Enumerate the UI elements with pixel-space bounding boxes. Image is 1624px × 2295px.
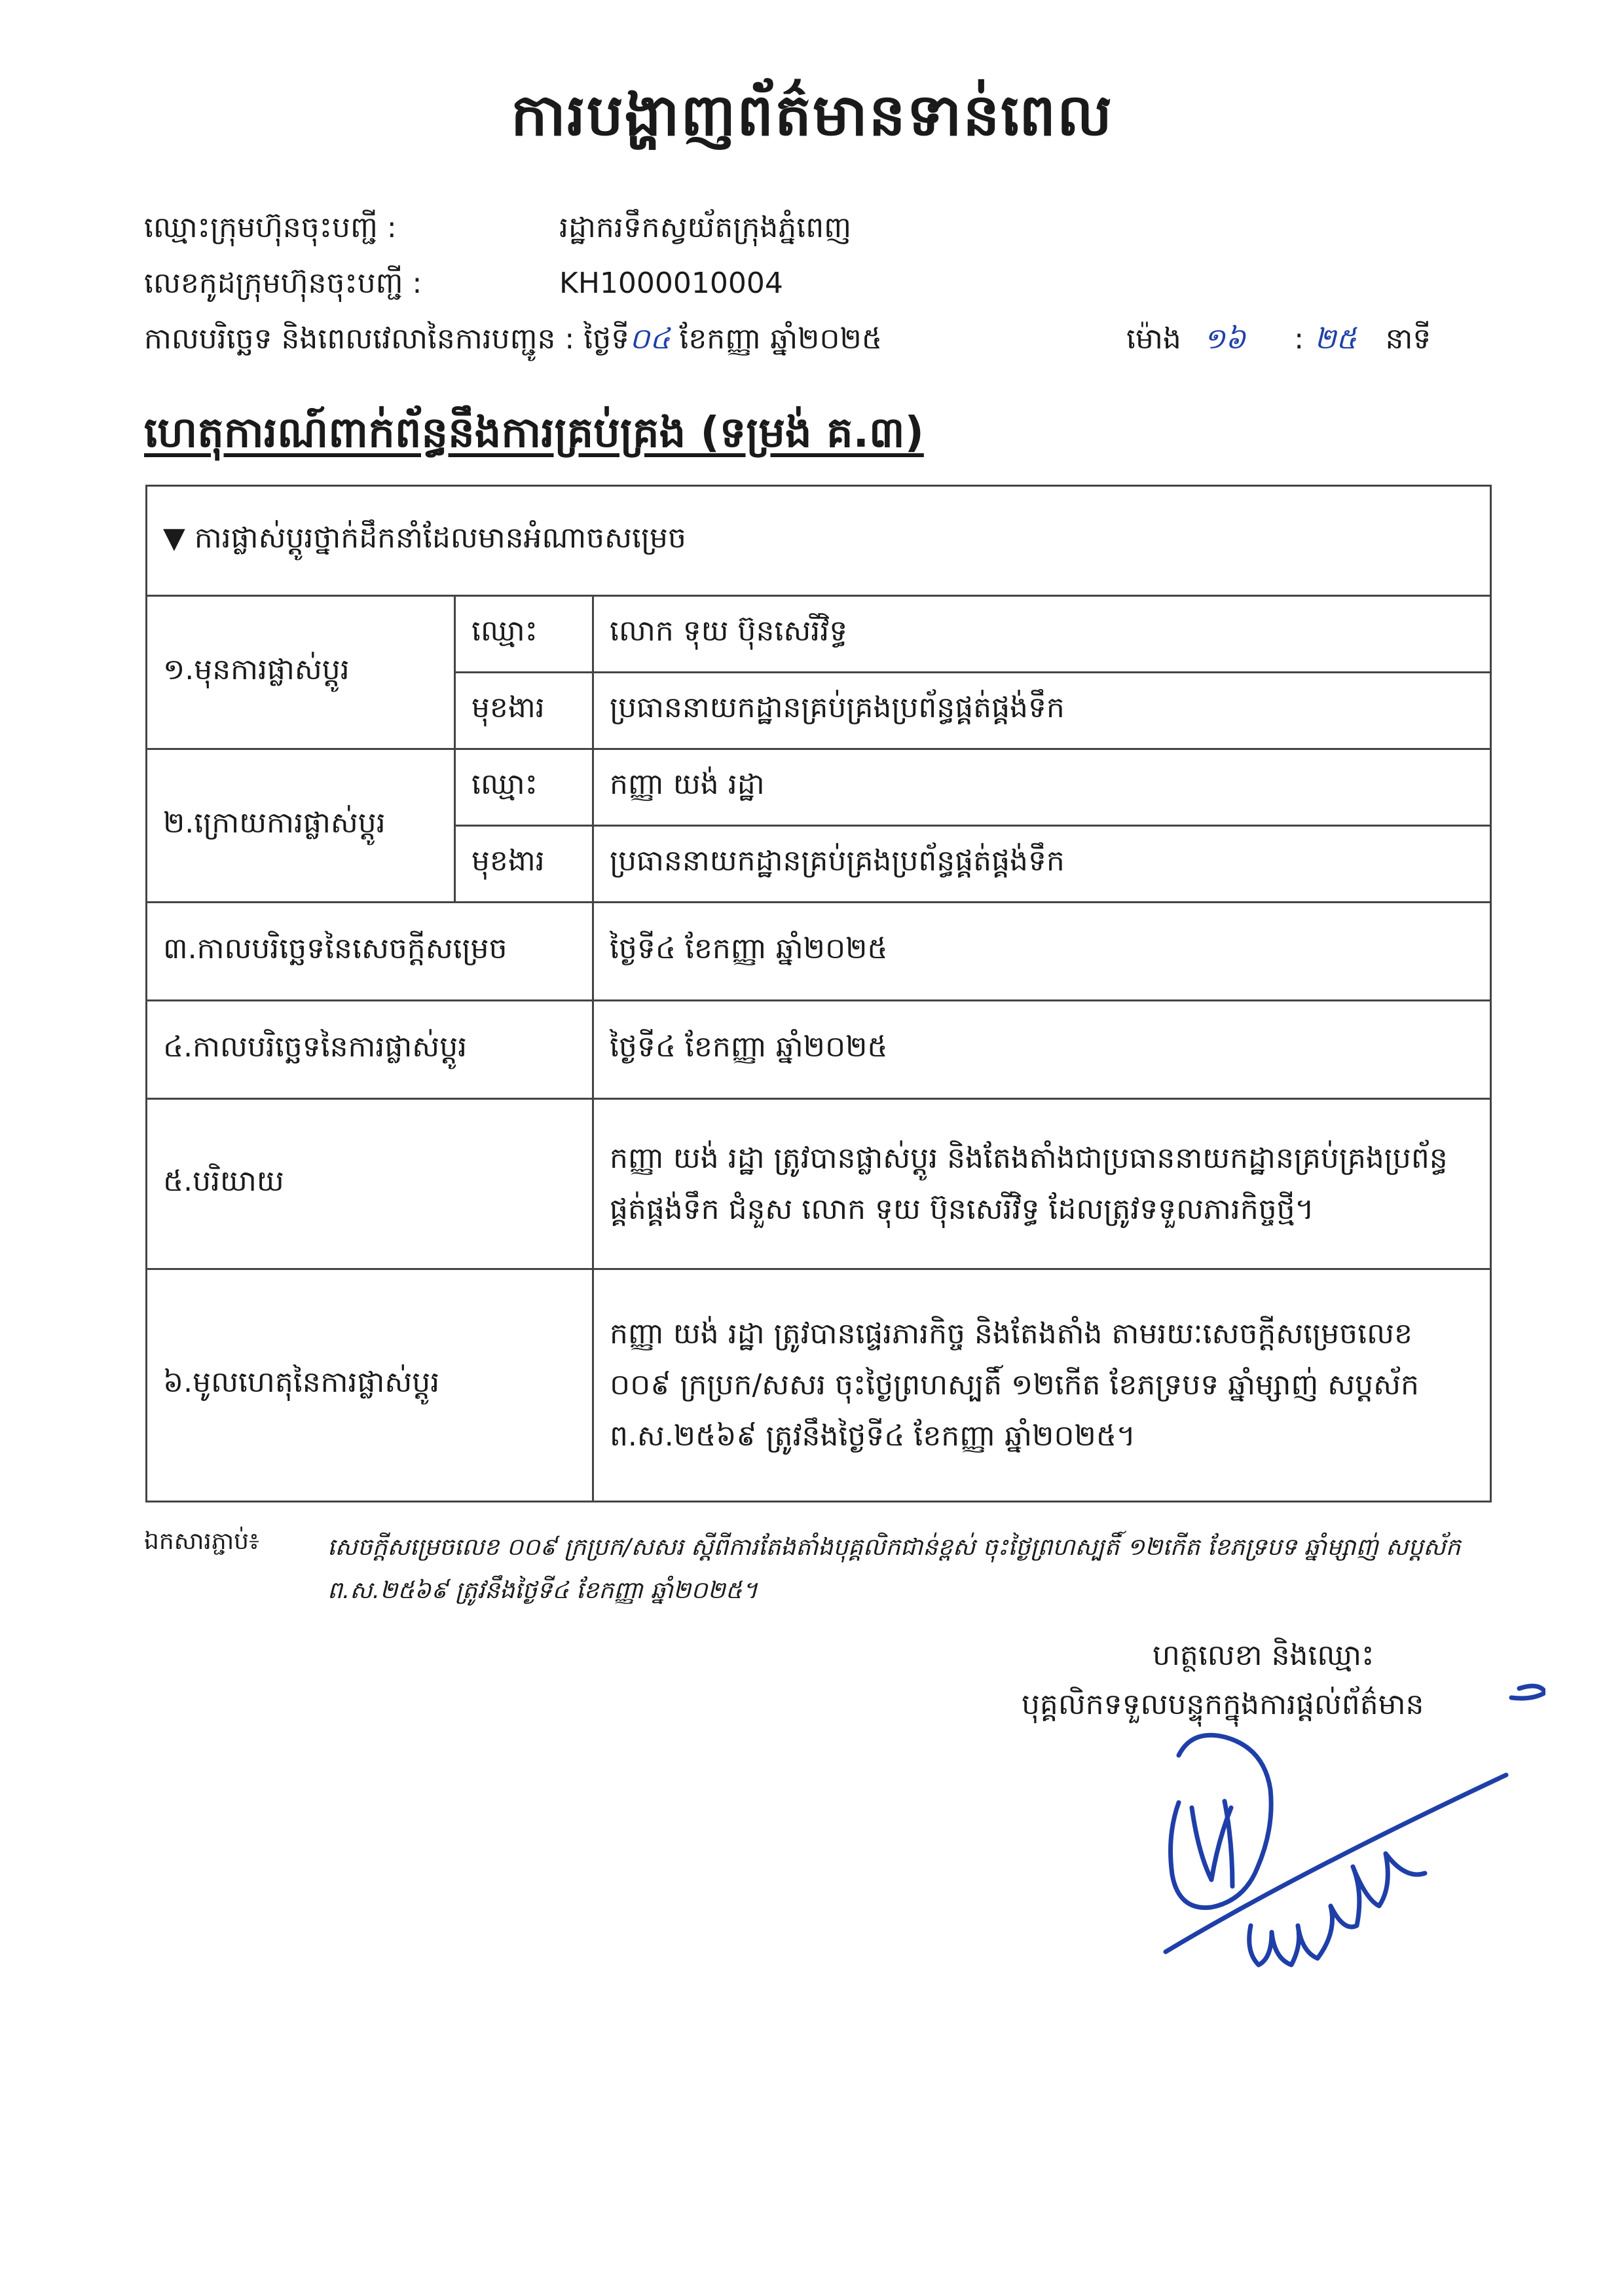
attachment-text: សេចក្តីសម្រេចលេខ ០០៩ ក្រប្រក/សសរ ស្តីពីការតែងតាំងបុគ្គលិកជាន់ខ្ពស់ ចុះថ្ងៃព្រហស្បតិ៍ ១២កើត ខែភទ្របទ ឆ្នាំម្សាញ់ សប្តស័ក ព.ស.២៥៦៩ ត្រូវនឹងថ្ងៃទី៤ ខែកញ្ញា ឆ្នាំ២០២៥។	[327, 1534, 1461, 1604]
time-minute: ២៥	[1314, 322, 1357, 356]
company-code-label: លេខកូដក្រុមហ៊ុនចុះបញ្ជី :	[144, 267, 422, 300]
time-unit: នាទី	[1385, 322, 1431, 356]
before-position-value: ប្រធាននាយកដ្ឋានគ្រប់គ្រងប្រព័ន្ធផ្គត់ផ្គង់ទឹក	[593, 673, 1491, 749]
company-code-value: KH1000010004	[559, 267, 783, 300]
time-label: ម៉ោង	[1126, 322, 1181, 356]
company-name-row	[144, 210, 851, 252]
time-separator: :	[1294, 322, 1304, 356]
description-value: កញ្ញា យង់ រដ្ឋា ត្រូវបានផ្លាស់ប្តូរ និងតែងតាំងជាប្រធាននាយកដ្ឋានគ្រប់គ្រងប្រព័ន្ធផ្គត់ផ្គង់ទឹក ជំនួស លោក ទុយ ប៊ុនសេរីវិទ្ធ ដែលត្រូវទទួលភារកិច្ចថ្មី។	[593, 1099, 1491, 1269]
disclosure-table	[145, 485, 1492, 1502]
submission-time	[1126, 321, 1431, 363]
signature-role: បុគ្គលិកទទួលបន្ទុកក្នុងការផ្តល់ព័ត៌មាន	[1022, 1688, 1424, 1721]
after-name-label: ឈ្មោះ	[455, 749, 593, 826]
decision-date-value: ថ្ងៃទី៤ ខែកញ្ញា ឆ្នាំ២០២៥	[593, 903, 1491, 1001]
submission-date-label: កាលបរិច្ឆេទ និងពេលវេលានៃការបញ្ជូន :	[144, 322, 575, 356]
submission-date-row	[144, 321, 882, 363]
reason-label: ៦.មូលហេតុនៃការផ្លាស់ប្តូរ	[147, 1269, 593, 1502]
time-hour: ១៦	[1203, 322, 1246, 356]
change-date-value: ថ្ងៃទី៤ ខែកញ្ញា ឆ្នាំ២០២៥	[593, 1001, 1491, 1099]
section-subtitle: ហេតុការណ៍ពាក់ព័ន្ធនឹងការគ្រប់គ្រង (ទម្រង់ គ.៣)	[144, 409, 924, 457]
submission-date-day: ០៤	[629, 322, 671, 356]
before-change-label: ១.មុនការផ្លាស់ប្តូរ	[147, 596, 455, 749]
before-name-label: ឈ្មោះ	[455, 596, 593, 673]
change-date-label: ៤.កាលបរិច្ឆេទនៃការផ្លាស់ប្តូរ	[147, 1001, 593, 1099]
after-change-label: ២.ក្រោយការផ្លាស់ប្តូរ	[147, 749, 455, 903]
handwritten-signature	[1153, 1677, 1545, 1991]
reason-value: កញ្ញា យង់ រដ្ឋា ត្រូវបានផ្ទេរភារកិច្ច និងតែងតាំង តាមរយៈសេចក្តីសម្រេចលេខ ០០៩ ក្រប្រក/សសរ ចុះថ្ងៃព្រហស្បតិ៍ ១២កើត ខែភទ្របទ ឆ្នាំម្សាញ់ សប្តស័ក ព.ស.២៥៦៩ ត្រូវនឹងថ្ងៃទី៤ ខែកញ្ញា ឆ្នាំ២០២៥។	[593, 1269, 1491, 1502]
signature-label: ហត្ថលេខា និងឈ្មោះ	[1153, 1639, 1375, 1672]
table-section-header: ▼ ការផ្លាស់ប្តូរថ្នាក់ដឹកនាំដែលមានអំណាចសម្រេច	[147, 486, 1491, 596]
after-position-value: ប្រធាននាយកដ្ឋានគ្រប់គ្រងប្រព័ន្ធផ្គត់ផ្គង់ទឹក	[593, 826, 1491, 903]
before-name-value: លោក ទុយ ប៊ុនសេរីវិទ្ធ	[593, 596, 1491, 673]
company-name-label: ឈ្មោះក្រុមហ៊ុនចុះបញ្ជី :	[144, 211, 397, 244]
submission-date-prefix: ថ្ងៃទី	[583, 322, 630, 356]
after-name-value: កញ្ញា យង់ រដ្ឋា	[593, 749, 1491, 826]
document-title: ការបង្ហាញព័ត៌មានទាន់ពេល	[511, 81, 1113, 149]
submission-date-rest: ខែកញ្ញា ឆ្នាំ២០២៥	[679, 322, 883, 356]
decision-date-label: ៣.កាលបរិច្ឆេទនៃសេចក្តីសម្រេច	[147, 903, 593, 1001]
description-label: ៥.បរិយាយ	[147, 1099, 593, 1269]
before-position-label: មុខងារ	[455, 673, 593, 749]
after-position-label: មុខងារ	[455, 826, 593, 903]
company-code-row	[144, 265, 783, 307]
company-name-value: រដ្ឋាករទឹកស្វយ័តក្រុងភ្នំពេញ	[559, 211, 852, 244]
attachment-note	[144, 1526, 1493, 1613]
attachment-label: ឯកសារភ្ជាប់៖	[144, 1528, 259, 1555]
